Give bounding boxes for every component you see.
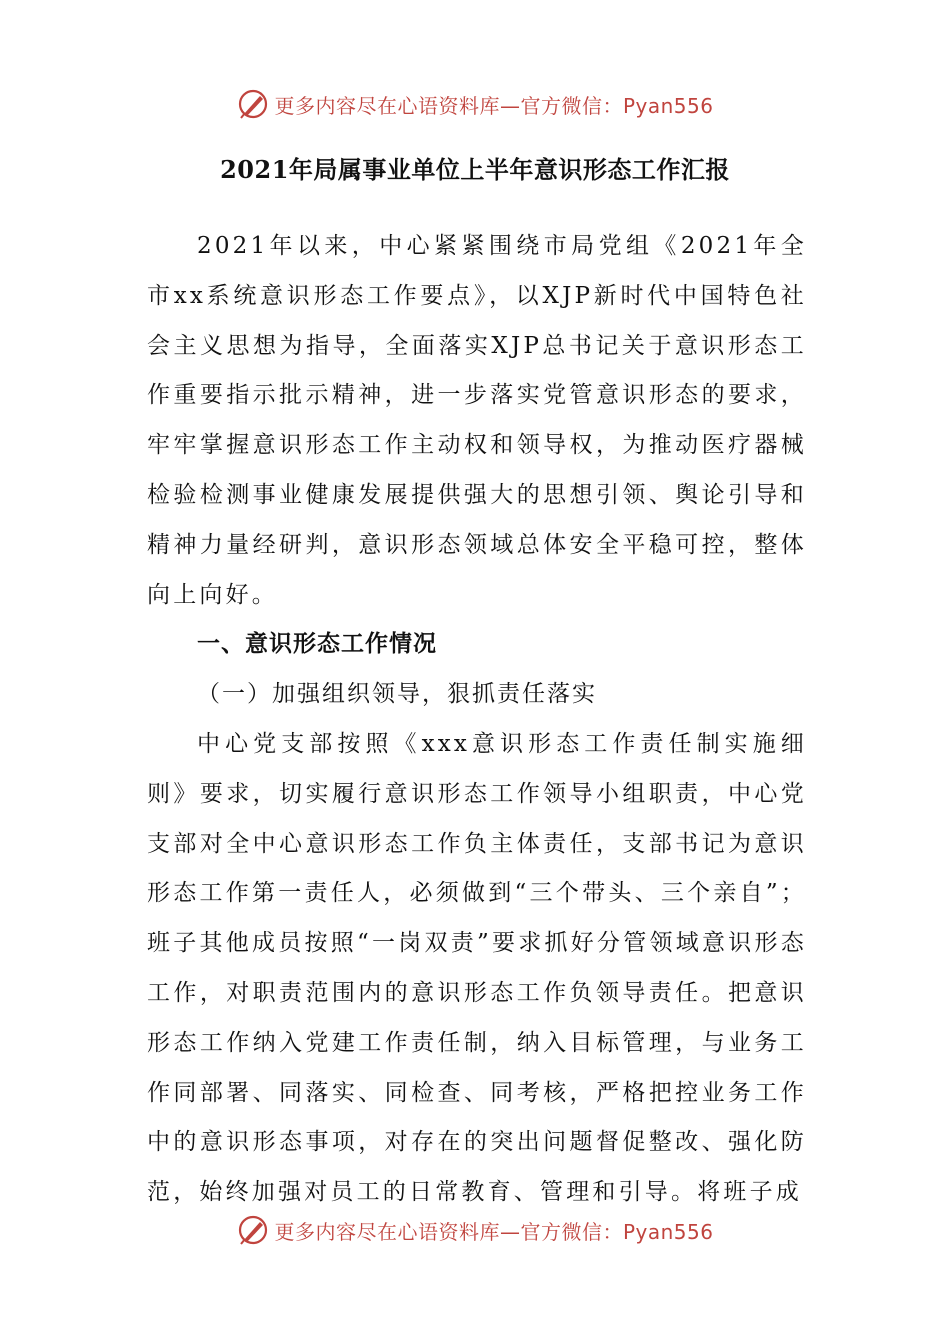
footer-banner: [0, 1210, 950, 1250]
document-body: [147, 222, 807, 1206]
banner-text: 更多内容尽在心语资料库—官方微信：Pyan556: [274, 1219, 714, 1244]
pen-circle-logo-icon: [236, 1213, 270, 1247]
pen-circle-logo-icon: [236, 87, 270, 121]
document-title: 2021年局属事业单位上半年意识形态工作汇报: [220, 155, 730, 184]
paragraph-body: 中心党支部按照《xxx意识形态工作责任制实施细则》要求，切实履行意识形态工作领导小组职责，中心党支部对全中心意识形态工作负主体责任，支部书记为意识形态工作第一责任人，必须做到“三个带头、三个亲自”；班子其他成员按照“一岗双责”要求抓好分管领域意识形态工作，对职责范围内的意识形态工作负领导责任。把意识形态工作纳入党建工作责任制，纳入目标管理，与业务工作同部署、同落实、同检查、同考核，严格把控业务工作中的意识形态事项，对存在的突出问题督促整改、强化防范，始终加强对员工的日常教育、管理和引导。将班子成: [147, 730, 807, 1206]
header-banner: [0, 84, 950, 124]
subsection-heading: （一）加强组织领导，狠抓责任落实: [197, 681, 597, 708]
section-heading: 一、意识形态工作情况: [197, 631, 437, 658]
paragraph-intro: 2021年以来，中心紧紧围绕市局党组《2021年全市xx系统意识形态工作要点》，以XJP新时代中国特色社会主义思想为指导，全面落实XJP总书记关于意识形态工作重要指示批示精神，进一步落实党管意识形态的要求，牢牢掌握意识形态工作主动权和领导权，为推动医疗器械检验检测事业健康发展提供强大的思想引领、舆论引导和精神力量经研判，意识形态领域总体安全平稳可控，整体向上向好。: [147, 233, 807, 608]
banner-text: 更多内容尽在心语资料库—官方微信：Pyan556: [274, 93, 714, 118]
